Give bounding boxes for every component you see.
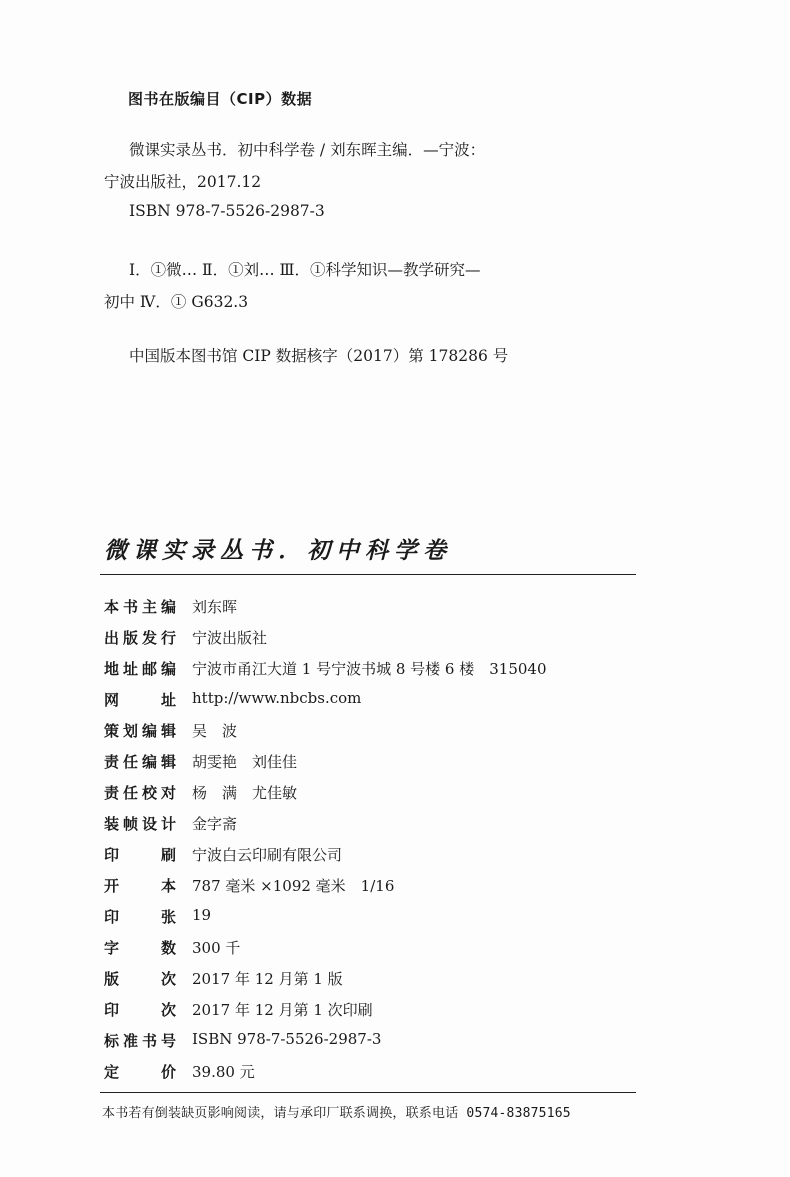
info-label: 印次 <box>104 1001 176 1019</box>
cip-entry-line-2: 宁波出版社，2017.12 <box>104 173 262 191</box>
info-value: 金字斋 <box>192 815 238 833</box>
info-value: 宁波市甬江大道 1 号宁波书城 8 号楼 6 楼 315040 <box>192 660 547 678</box>
info-value: ISBN 978-7-5526-2987-3 <box>192 1030 382 1048</box>
cip-classification-line-2: 初中 Ⅳ．① G632.3 <box>104 293 249 311</box>
cip-approval-line: 中国版本图书馆 CIP 数据核字（2017）第 178286 号 <box>129 347 509 365</box>
cip-heading: 图书在版编目（CIP）数据 <box>128 90 313 108</box>
cip-entry-line-1: 微课实录丛书．初中科学卷 / 刘东晖主编．—宁波： <box>129 141 486 159</box>
info-value: 刘东晖 <box>192 598 238 616</box>
info-value: 2017 年 12 月第 1 次印刷 <box>192 1001 373 1019</box>
info-label: 开本 <box>104 877 176 895</box>
top-rule <box>100 574 636 575</box>
series-title: 微课实录丛书．初中科学卷 <box>104 538 452 564</box>
info-label: 字数 <box>104 939 176 957</box>
info-value: 吴 波 <box>192 722 238 740</box>
info-value: http://www.nbcbs.com <box>192 689 362 707</box>
info-value: 宁波白云印刷有限公司 <box>192 846 343 864</box>
info-label: 地址邮编 <box>104 660 176 678</box>
info-label: 标准书号 <box>104 1032 176 1050</box>
info-value: 300 千 <box>192 939 241 957</box>
info-label: 印刷 <box>104 846 176 864</box>
cip-classification-line-1: Ⅰ．①微… Ⅱ．①刘… Ⅲ．①科学知识—教学研究— <box>129 261 481 279</box>
info-value: 787 毫米 ×1092 毫米 1/16 <box>192 877 395 895</box>
info-label: 责任校对 <box>104 784 176 802</box>
info-value: 2017 年 12 月第 1 版 <box>192 970 343 988</box>
info-label: 本书主编 <box>104 598 176 616</box>
info-label: 定价 <box>104 1063 176 1081</box>
info-label: 网址 <box>104 691 176 709</box>
info-label: 责任编辑 <box>104 753 176 771</box>
info-label: 版次 <box>104 970 176 988</box>
info-label: 出版发行 <box>104 629 176 647</box>
notice-text: 本书若有倒装缺页影响阅读，请与承印厂联系调换，联系电话 0574-83875165 <box>102 1106 571 1121</box>
info-value: 宁波出版社 <box>192 629 268 647</box>
info-label: 装帧设计 <box>104 815 176 833</box>
info-value: 39.80 元 <box>192 1063 255 1081</box>
info-label: 印张 <box>104 908 176 926</box>
info-label: 策划编辑 <box>104 722 176 740</box>
cip-isbn-line: ISBN 978-7-5526-2987-3 <box>129 202 325 220</box>
bottom-rule <box>100 1092 636 1093</box>
info-value: 胡雯艳 刘佳佳 <box>192 753 298 771</box>
info-value: 19 <box>192 906 212 924</box>
info-value: 杨 满 尤佳敏 <box>192 784 298 802</box>
